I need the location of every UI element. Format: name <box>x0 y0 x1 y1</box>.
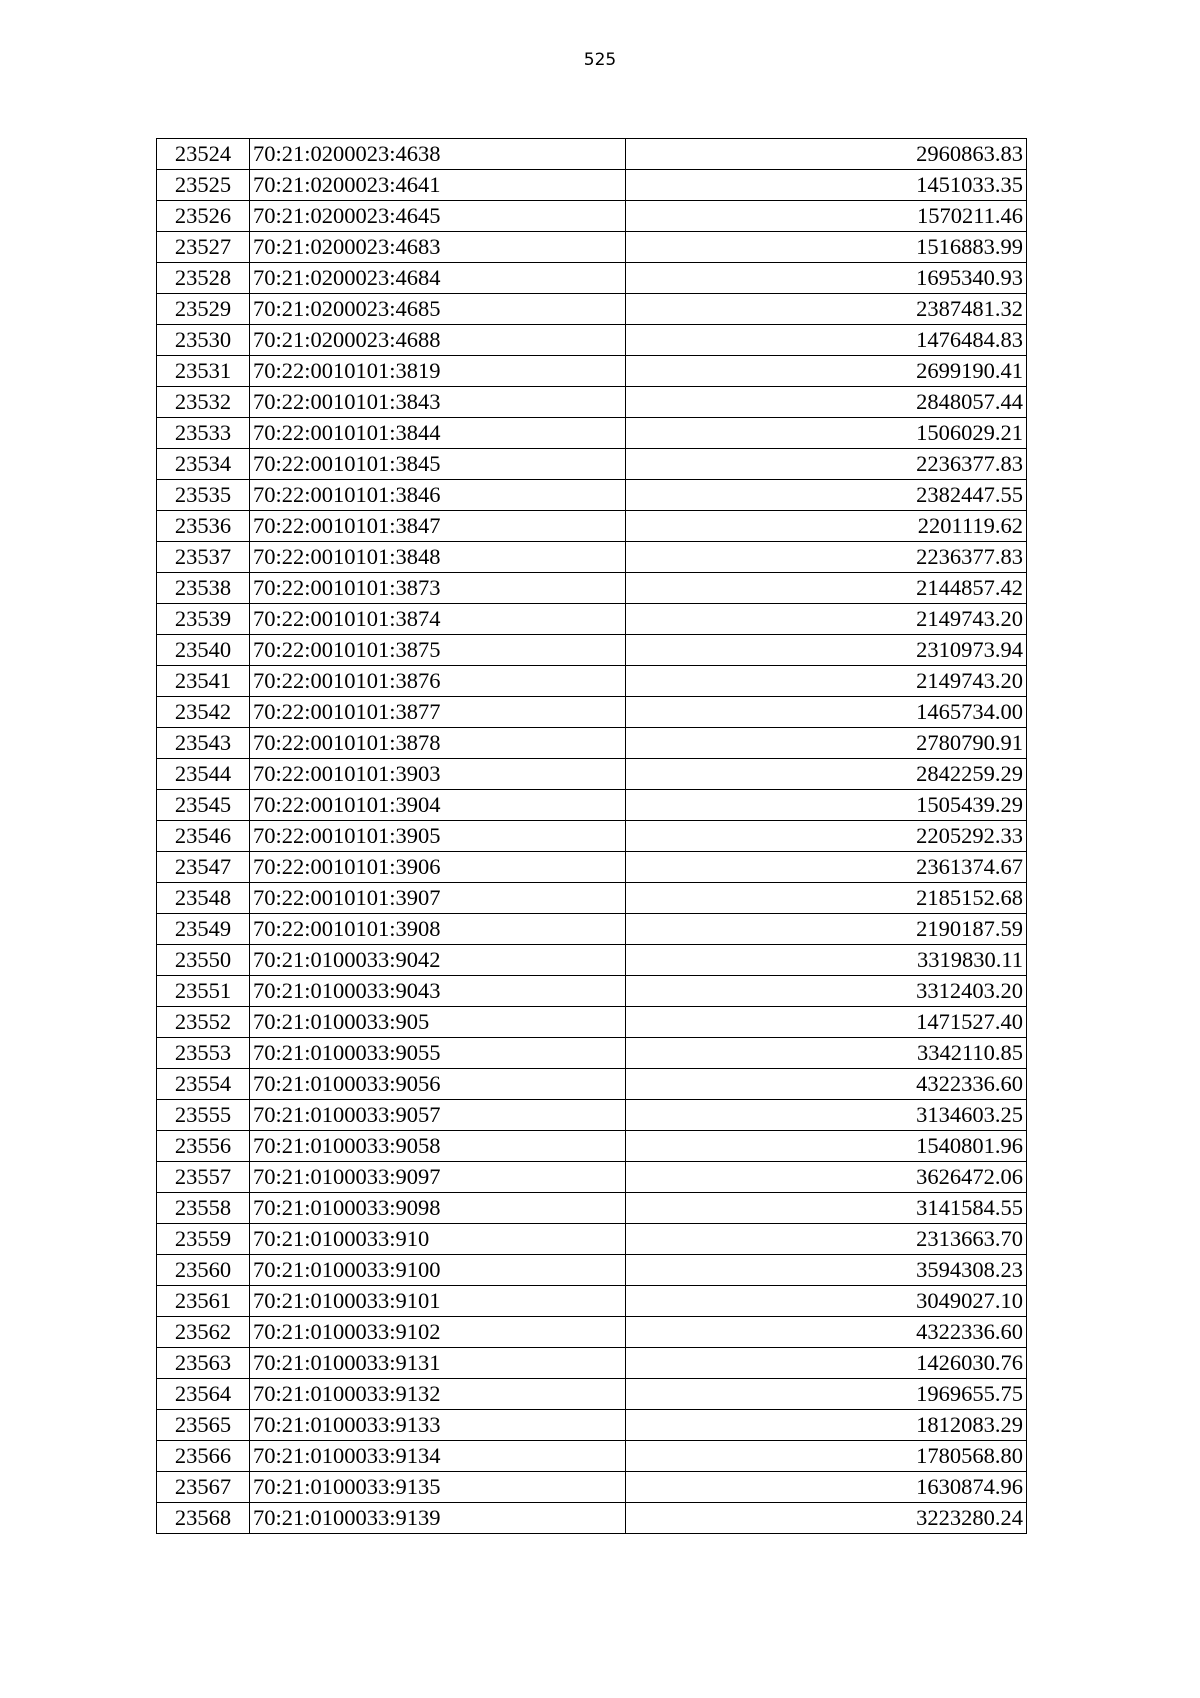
row-number-cell: 23553 <box>157 1038 250 1069</box>
table-row <box>157 480 1027 511</box>
table-row <box>157 1255 1027 1286</box>
cadastral-number-cell: 70:21:0100033:9101 <box>250 1286 626 1317</box>
cadastral-value-cell: 2144857.42 <box>626 573 1027 604</box>
table-row <box>157 759 1027 790</box>
row-number-cell: 23527 <box>157 232 250 263</box>
row-number-cell: 23549 <box>157 914 250 945</box>
cadastral-number-cell: 70:21:0100033:9043 <box>250 976 626 1007</box>
cadastral-number-cell: 70:22:0010101:3874 <box>250 604 626 635</box>
row-number-cell: 23530 <box>157 325 250 356</box>
table-row <box>157 1379 1027 1410</box>
cadastral-number-cell: 70:21:0200023:4684 <box>250 263 626 294</box>
row-number-cell: 23541 <box>157 666 250 697</box>
row-number-cell: 23554 <box>157 1069 250 1100</box>
table-row <box>157 666 1027 697</box>
table-row <box>157 821 1027 852</box>
cadastral-value-cell: 2310973.94 <box>626 635 1027 666</box>
cadastral-value-cell: 4322336.60 <box>626 1317 1027 1348</box>
cadastral-number-cell: 70:21:0100033:9058 <box>250 1131 626 1162</box>
cadastral-number-cell: 70:22:0010101:3904 <box>250 790 626 821</box>
row-number-cell: 23529 <box>157 294 250 325</box>
cadastral-value-cell: 2236377.83 <box>626 449 1027 480</box>
row-number-cell: 23534 <box>157 449 250 480</box>
cadastral-number-cell: 70:21:0100033:9102 <box>250 1317 626 1348</box>
table-row <box>157 976 1027 1007</box>
cadastral-number-cell: 70:21:0100033:9139 <box>250 1503 626 1534</box>
table-row <box>157 1131 1027 1162</box>
row-number-cell: 23563 <box>157 1348 250 1379</box>
cadastral-value-cell: 1630874.96 <box>626 1472 1027 1503</box>
cadastral-number-cell: 70:22:0010101:3878 <box>250 728 626 759</box>
table-row <box>157 1069 1027 1100</box>
row-number-cell: 23526 <box>157 201 250 232</box>
cadastral-value-cell: 1695340.93 <box>626 263 1027 294</box>
row-number-cell: 23537 <box>157 542 250 573</box>
cadastral-value-cell: 2382447.55 <box>626 480 1027 511</box>
table-row <box>157 1007 1027 1038</box>
table-row <box>157 1224 1027 1255</box>
row-number-cell: 23535 <box>157 480 250 511</box>
cadastral-value-cell: 1812083.29 <box>626 1410 1027 1441</box>
cadastral-number-cell: 70:21:0200023:4638 <box>250 139 626 170</box>
cadastral-number-cell: 70:22:0010101:3875 <box>250 635 626 666</box>
table-row <box>157 573 1027 604</box>
cadastral-number-cell: 70:22:0010101:3845 <box>250 449 626 480</box>
row-number-cell: 23560 <box>157 1255 250 1286</box>
table-row <box>157 511 1027 542</box>
table-row <box>157 201 1027 232</box>
table-row <box>157 945 1027 976</box>
row-number-cell: 23566 <box>157 1441 250 1472</box>
cadastral-value-cell: 2201119.62 <box>626 511 1027 542</box>
row-number-cell: 23551 <box>157 976 250 1007</box>
table-body <box>157 139 1027 1534</box>
table-row <box>157 232 1027 263</box>
cadastral-value-cell: 2699190.41 <box>626 356 1027 387</box>
row-number-cell: 23552 <box>157 1007 250 1038</box>
cadastral-number-cell: 70:21:0200023:4685 <box>250 294 626 325</box>
row-number-cell: 23562 <box>157 1317 250 1348</box>
cadastral-number-cell: 70:21:0100033:9131 <box>250 1348 626 1379</box>
table-row <box>157 1441 1027 1472</box>
table-row <box>157 418 1027 449</box>
cadastral-value-cell: 1505439.29 <box>626 790 1027 821</box>
cadastral-number-cell: 70:22:0010101:3908 <box>250 914 626 945</box>
cadastral-value-cell: 3223280.24 <box>626 1503 1027 1534</box>
table-row <box>157 883 1027 914</box>
cadastral-value-cell: 2387481.32 <box>626 294 1027 325</box>
cadastral-value-cell: 3342110.85 <box>626 1038 1027 1069</box>
row-number-cell: 23542 <box>157 697 250 728</box>
cadastral-value-cell: 3049027.10 <box>626 1286 1027 1317</box>
table-row <box>157 1317 1027 1348</box>
cadastral-value-cell: 1969655.75 <box>626 1379 1027 1410</box>
table-row <box>157 139 1027 170</box>
cadastral-value-cell: 1506029.21 <box>626 418 1027 449</box>
cadastral-value-cell: 3141584.55 <box>626 1193 1027 1224</box>
table-row <box>157 1410 1027 1441</box>
row-number-cell: 23559 <box>157 1224 250 1255</box>
row-number-cell: 23533 <box>157 418 250 449</box>
cadastral-number-cell: 70:22:0010101:3848 <box>250 542 626 573</box>
row-number-cell: 23532 <box>157 387 250 418</box>
cadastral-number-cell: 70:21:0100033:9055 <box>250 1038 626 1069</box>
cadastral-number-cell: 70:22:0010101:3876 <box>250 666 626 697</box>
cadastral-value-cell: 1465734.00 <box>626 697 1027 728</box>
table-row <box>157 914 1027 945</box>
cadastral-number-cell: 70:21:0100033:9098 <box>250 1193 626 1224</box>
cadastral-number-cell: 70:22:0010101:3819 <box>250 356 626 387</box>
cadastral-value-cell: 2205292.33 <box>626 821 1027 852</box>
table-row <box>157 1348 1027 1379</box>
cadastral-value-cell: 1780568.80 <box>626 1441 1027 1472</box>
cadastral-value-cell: 3626472.06 <box>626 1162 1027 1193</box>
row-number-cell: 23565 <box>157 1410 250 1441</box>
cadastral-value-cell: 2236377.83 <box>626 542 1027 573</box>
row-number-cell: 23540 <box>157 635 250 666</box>
table-row <box>157 1038 1027 1069</box>
cadastral-number-cell: 70:22:0010101:3873 <box>250 573 626 604</box>
table-row <box>157 356 1027 387</box>
table-row <box>157 728 1027 759</box>
table-row <box>157 294 1027 325</box>
row-number-cell: 23524 <box>157 139 250 170</box>
cadastral-value-cell: 1570211.46 <box>626 201 1027 232</box>
cadastral-value-cell: 2185152.68 <box>626 883 1027 914</box>
cadastral-number-cell: 70:21:0100033:9133 <box>250 1410 626 1441</box>
cadastral-number-cell: 70:22:0010101:3905 <box>250 821 626 852</box>
cadastral-number-cell: 70:21:0100033:9057 <box>250 1100 626 1131</box>
cadastral-number-cell: 70:21:0100033:9042 <box>250 945 626 976</box>
cadastral-value-cell: 1426030.76 <box>626 1348 1027 1379</box>
cadastral-number-cell: 70:21:0200023:4683 <box>250 232 626 263</box>
table-row <box>157 542 1027 573</box>
cadastral-number-cell: 70:22:0010101:3903 <box>250 759 626 790</box>
row-number-cell: 23546 <box>157 821 250 852</box>
cadastral-number-cell: 70:21:0200023:4645 <box>250 201 626 232</box>
table-row <box>157 635 1027 666</box>
table-row <box>157 170 1027 201</box>
row-number-cell: 23528 <box>157 263 250 294</box>
row-number-cell: 23555 <box>157 1100 250 1131</box>
cadastral-number-cell: 70:22:0010101:3844 <box>250 418 626 449</box>
cadastral-value-cell: 2960863.83 <box>626 139 1027 170</box>
cadastral-number-cell: 70:21:0100033:910 <box>250 1224 626 1255</box>
row-number-cell: 23564 <box>157 1379 250 1410</box>
cadastral-number-cell: 70:21:0100033:9134 <box>250 1441 626 1472</box>
cadastral-value-cell: 1516883.99 <box>626 232 1027 263</box>
cadastral-value-cell: 2190187.59 <box>626 914 1027 945</box>
table-row <box>157 790 1027 821</box>
cadastral-number-cell: 70:22:0010101:3847 <box>250 511 626 542</box>
table-row <box>157 325 1027 356</box>
cadastral-number-cell: 70:22:0010101:3843 <box>250 387 626 418</box>
row-number-cell: 23567 <box>157 1472 250 1503</box>
cadastral-number-cell: 70:21:0200023:4688 <box>250 325 626 356</box>
table-row <box>157 697 1027 728</box>
cadastral-value-cell: 2848057.44 <box>626 387 1027 418</box>
cadastral-number-cell: 70:21:0100033:905 <box>250 1007 626 1038</box>
row-number-cell: 23561 <box>157 1286 250 1317</box>
cadastral-value-cell: 1471527.40 <box>626 1007 1027 1038</box>
cadastral-number-cell: 70:22:0010101:3877 <box>250 697 626 728</box>
cadastral-number-cell: 70:21:0100033:9100 <box>250 1255 626 1286</box>
cadastral-value-cell: 4322336.60 <box>626 1069 1027 1100</box>
row-number-cell: 23545 <box>157 790 250 821</box>
cadastral-value-cell: 2361374.67 <box>626 852 1027 883</box>
row-number-cell: 23550 <box>157 945 250 976</box>
cadastral-value-cell: 2149743.20 <box>626 666 1027 697</box>
table-row <box>157 1472 1027 1503</box>
row-number-cell: 23539 <box>157 604 250 635</box>
cadastral-value-cell: 2313663.70 <box>626 1224 1027 1255</box>
row-number-cell: 23543 <box>157 728 250 759</box>
cadastral-value-cell: 2149743.20 <box>626 604 1027 635</box>
cadastral-value-cell: 1540801.96 <box>626 1131 1027 1162</box>
page-number: 525 <box>583 50 617 70</box>
cadastral-number-cell: 70:22:0010101:3846 <box>250 480 626 511</box>
cadastral-number-cell: 70:21:0200023:4641 <box>250 170 626 201</box>
table-row <box>157 1193 1027 1224</box>
row-number-cell: 23538 <box>157 573 250 604</box>
row-number-cell: 23557 <box>157 1162 250 1193</box>
row-number-cell: 23544 <box>157 759 250 790</box>
cadastral-value-table <box>156 138 1027 1534</box>
table-row <box>157 449 1027 480</box>
cadastral-number-cell: 70:21:0100033:9132 <box>250 1379 626 1410</box>
table-row <box>157 604 1027 635</box>
table-row <box>157 263 1027 294</box>
cadastral-number-cell: 70:22:0010101:3907 <box>250 883 626 914</box>
cadastral-number-cell: 70:21:0100033:9056 <box>250 1069 626 1100</box>
cadastral-number-cell: 70:21:0100033:9097 <box>250 1162 626 1193</box>
cadastral-value-cell: 3594308.23 <box>626 1255 1027 1286</box>
table-row <box>157 1100 1027 1131</box>
cadastral-value-cell: 2842259.29 <box>626 759 1027 790</box>
table-row <box>157 1286 1027 1317</box>
row-number-cell: 23525 <box>157 170 250 201</box>
cadastral-value-cell: 3134603.25 <box>626 1100 1027 1131</box>
cadastral-value-cell: 2780790.91 <box>626 728 1027 759</box>
row-number-cell: 23548 <box>157 883 250 914</box>
cadastral-number-cell: 70:22:0010101:3906 <box>250 852 626 883</box>
cadastral-value-cell: 3312403.20 <box>626 976 1027 1007</box>
table-row <box>157 1162 1027 1193</box>
table-row <box>157 387 1027 418</box>
cadastral-value-cell: 1476484.83 <box>626 325 1027 356</box>
row-number-cell: 23536 <box>157 511 250 542</box>
row-number-cell: 23531 <box>157 356 250 387</box>
table-row <box>157 852 1027 883</box>
table-row <box>157 1503 1027 1534</box>
row-number-cell: 23558 <box>157 1193 250 1224</box>
row-number-cell: 23556 <box>157 1131 250 1162</box>
cadastral-number-cell: 70:21:0100033:9135 <box>250 1472 626 1503</box>
row-number-cell: 23547 <box>157 852 250 883</box>
cadastral-value-cell: 3319830.11 <box>626 945 1027 976</box>
row-number-cell: 23568 <box>157 1503 250 1534</box>
cadastral-value-cell: 1451033.35 <box>626 170 1027 201</box>
